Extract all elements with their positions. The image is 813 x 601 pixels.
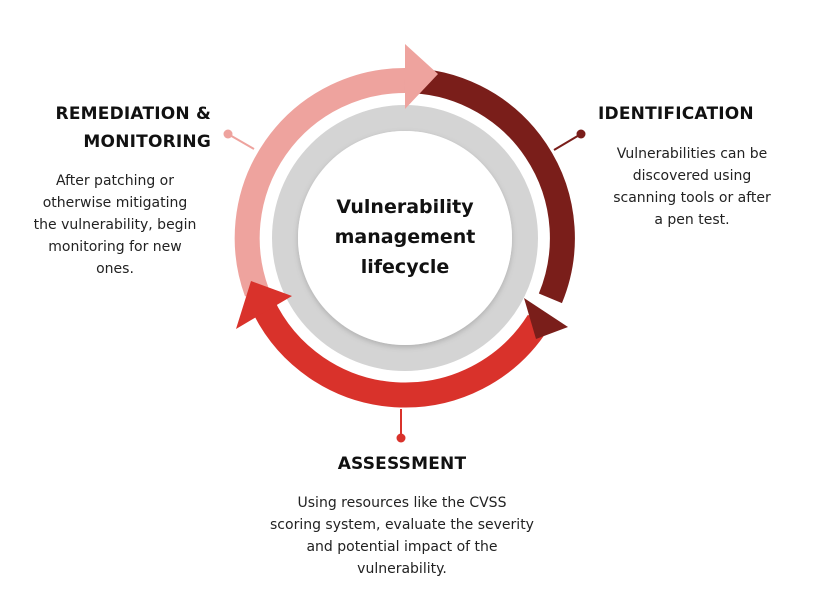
identification-description-line: Vulnerabilities can be [616,146,768,162]
identification-connector [554,134,581,150]
assessment-description-line: vulnerability. [357,561,447,577]
remediation-connector [228,134,254,149]
assessment-description-line: Using resources like the CVSS [297,495,507,511]
assessment-title [252,450,552,478]
remediation-description-line: After patching or [55,173,174,189]
assessment-title-line: ASSESSMENT [337,454,467,474]
assessment-dot [397,434,406,443]
identification-title [598,100,798,128]
assessment-description [237,492,567,580]
remediation-arrowhead [405,44,438,109]
remediation-dot [224,130,233,139]
remediation-title [40,100,211,156]
identification-description [592,143,792,231]
center-title [305,192,505,282]
center-title-line: Vulnerability [336,196,474,218]
identification-dot [577,130,586,139]
identification-description-line: discovered using [632,168,752,184]
center-title-line: lifecycle [360,256,450,278]
identification-description-line: a pen test. [654,212,730,228]
remediation-title-line: MONITORING [83,132,211,152]
remediation-title-line: REMEDIATION & [55,104,211,124]
remediation-description-line: the vulnerability, begin [33,217,197,233]
center-title-line: management [334,226,476,248]
assessment-description-line: scoring system, evaluate the severity [270,517,534,533]
remediation-description-line: monitoring for new [48,239,182,255]
identification-title-line: IDENTIFICATION [598,104,754,124]
identification-description-line: scanning tools or after [613,190,771,206]
remediation-description-line: otherwise mitigating [42,195,188,211]
remediation-description-line: ones. [96,261,134,277]
assessment-description-line: and potential impact of the [306,539,498,555]
remediation-description [15,170,215,280]
